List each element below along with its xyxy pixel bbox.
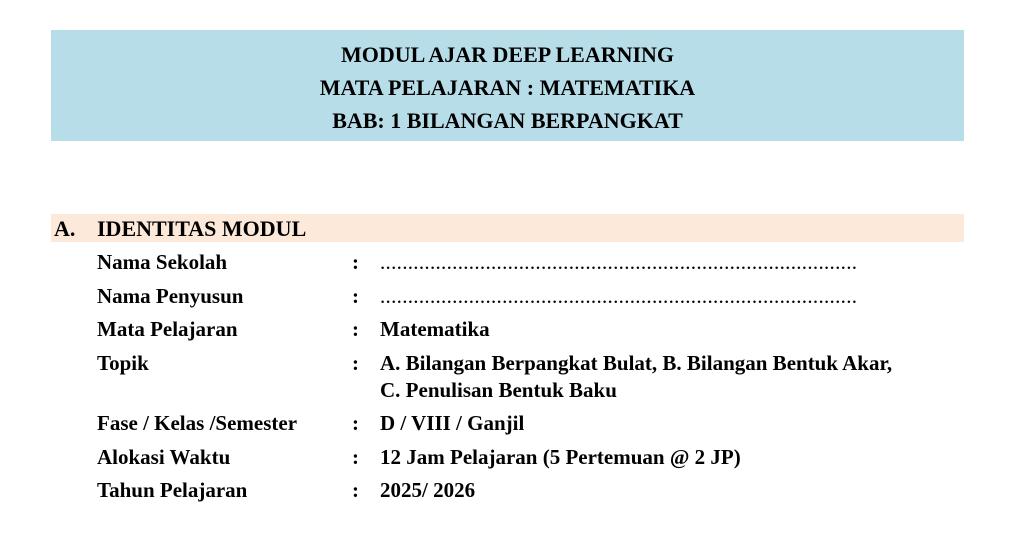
- topic-value-line: C. Penulisan Bentuk Baku: [380, 377, 617, 402]
- row-label: Nama Penyusun: [97, 283, 244, 308]
- topic-value-line: A. Bilangan Berpangkat Bulat, B. Bilangan Bentuk Akar,: [380, 350, 893, 375]
- row-label: Tahun Pelajaran: [97, 478, 248, 502]
- identity-table: [97, 249, 977, 511]
- identity-row-phase: [97, 410, 977, 437]
- row-colon: :: [352, 250, 359, 274]
- identity-row-time: [97, 444, 977, 471]
- chapter-title: BAB: 1 BILANGAN BERPANGKAT: [332, 108, 683, 133]
- identity-row-subject: [97, 316, 977, 343]
- row-colon: :: [352, 478, 359, 502]
- section-title: IDENTITAS MODUL: [97, 216, 307, 241]
- row-colon: :: [352, 317, 359, 341]
- identity-row-author: [97, 283, 977, 310]
- author-name-placeholder: ......................................................................................: [380, 283, 858, 308]
- row-label: Nama Sekolah: [97, 250, 228, 274]
- topic-value: [380, 350, 977, 404]
- row-colon: :: [352, 350, 359, 375]
- academic-year-value: 2025/ 2026: [380, 478, 476, 502]
- row-colon: :: [352, 444, 359, 469]
- row-colon: :: [352, 411, 359, 435]
- phase-value: D / VIII / Ganjil: [380, 411, 525, 435]
- section-header: [51, 214, 964, 242]
- identity-row-year: [97, 477, 977, 504]
- identity-row-topic: [97, 350, 977, 404]
- section-letter: A.: [54, 216, 76, 241]
- row-colon: :: [352, 283, 359, 308]
- row-label: Fase / Kelas /Semester: [97, 411, 298, 435]
- school-name-placeholder: ......................................................................................: [380, 250, 858, 274]
- time-allocation-value: 12 Jam Pelajaran (5 Pertemuan @ 2 JP): [380, 444, 741, 469]
- row-label: Mata Pelajaran: [97, 317, 238, 341]
- doc-title: MODUL AJAR DEEP LEARNING: [340, 42, 675, 67]
- title-box: [51, 30, 964, 141]
- row-label: Topik: [97, 350, 149, 375]
- row-label: Alokasi Waktu: [97, 444, 231, 469]
- subject-value: Matematika: [380, 317, 490, 341]
- subject-title: MATA PELAJARAN : MATEMATIKA: [319, 75, 696, 100]
- identity-row-school: [97, 249, 977, 276]
